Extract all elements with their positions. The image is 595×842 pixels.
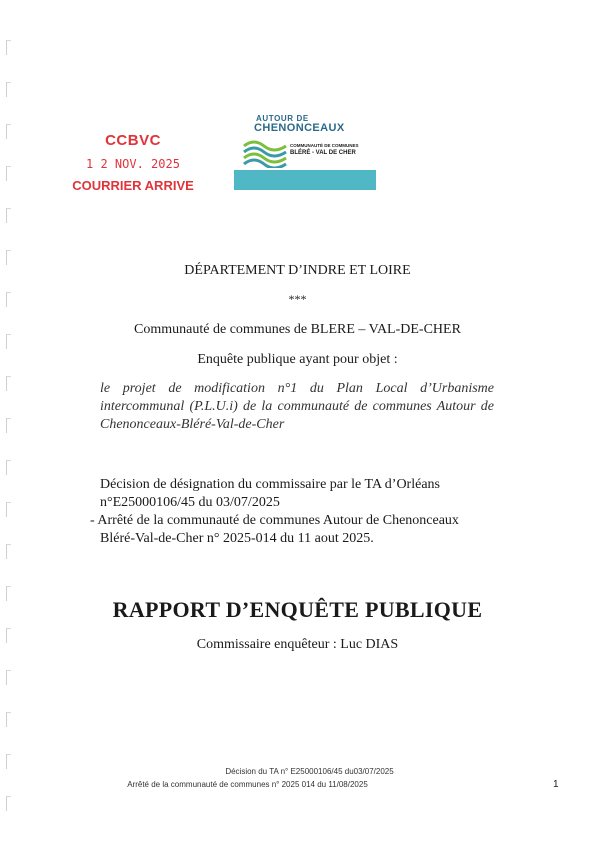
decision-line1: Décision de désignation du commissaire par le TA d’Orléans [100, 477, 440, 492]
decision-line2: n°E25000106/45 du 03/07/2025 [100, 495, 280, 510]
arrete-line2: Bléré-Val-de-Cher n° 2025-014 du 11 aout 2025. [100, 531, 374, 546]
footer-line1: Décision du TA n° E25000106/45 du03/07/2025 [225, 767, 394, 776]
arrete-reference [90, 512, 494, 548]
stamp-date: 1 2 NOV. 2025 [86, 157, 180, 171]
inquiry-object: Enquête publique ayant pour objet : [197, 352, 398, 367]
stamp-org: CCBVC [105, 132, 161, 149]
community-logo [234, 108, 376, 190]
binding-holes [6, 40, 14, 840]
community-name: Communauté de communes de BLERE – VAL-DE-CHER [134, 322, 461, 337]
project-description: le projet de modification n°1 du Plan Local d’Urbanisme intercommunal (P.L.U.i) de la communauté de communes Autour de Chenonceaux-Bléré-Val-de-Cher [100, 381, 494, 432]
footer-line2: Arrêté de la communauté de communes n° 2025 014 du 11/08/2025 [127, 780, 368, 789]
commissioner-name: Commissaire enquêteur : Luc DIAS [196, 637, 399, 652]
logo-water-band [234, 170, 376, 190]
separator: *** [288, 292, 307, 306]
decision-reference [100, 476, 494, 512]
stamp-status: COURRIER ARRIVE [72, 178, 194, 193]
report-title: RAPPORT D’ENQUÊTE PUBLIQUE [112, 597, 483, 622]
arrete-line1: - Arrêté de la communauté de communes Autour de Chenonceaux [90, 513, 459, 528]
logo-line1: AUTOUR DE [256, 114, 309, 123]
logo-waves-icon [242, 138, 290, 168]
logo-line3: COMMUNAUTÉ DE COMMUNES [290, 143, 359, 148]
logo-line2: CHENONCEAUX [254, 122, 345, 134]
logo-line4: BLÉRÉ - VAL DE CHER [290, 150, 356, 156]
page-number: 1 [553, 779, 559, 790]
reception-stamp [58, 132, 208, 193]
department-heading: DÉPARTEMENT D’INDRE ET LOIRE [184, 263, 411, 278]
